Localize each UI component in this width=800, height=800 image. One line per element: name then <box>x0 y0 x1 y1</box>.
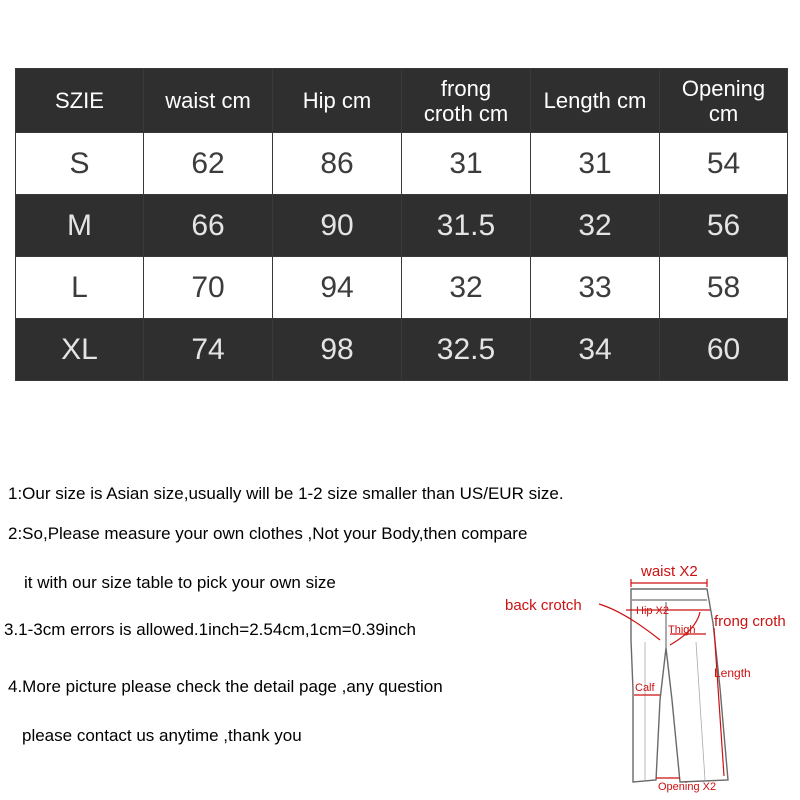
cell-front-crotch: 32 <box>402 257 531 319</box>
cell-size: S <box>16 133 144 195</box>
cell-waist: 70 <box>144 257 273 319</box>
note-contact-us: please contact us anytime ,thank you <box>22 726 302 745</box>
header-opening: Opening cm <box>660 69 788 133</box>
cell-opening: 60 <box>660 319 788 381</box>
cell-front-crotch: 32.5 <box>402 319 531 381</box>
note-errors-allowed: 3.1-3cm errors is allowed.1inch=2.54cm,1cm=0.39inch <box>4 620 416 639</box>
header-size: SZIE <box>16 69 144 133</box>
diagram-label-waist: waist X2 <box>641 563 698 580</box>
diagram-label-front-crotch: frong croth <box>714 613 786 630</box>
cell-hip: 86 <box>273 133 402 195</box>
header-hip: Hip cm <box>273 69 402 133</box>
cell-length: 31 <box>531 133 660 195</box>
header-front-crotch: frong croth cm <box>402 69 531 133</box>
diagram-label-opening: Opening X2 <box>658 781 717 793</box>
cell-hip: 94 <box>273 257 402 319</box>
cell-size: L <box>16 257 144 319</box>
diagram-label-back-crotch: back crotch <box>505 597 582 614</box>
cell-waist: 62 <box>144 133 273 195</box>
cell-size: XL <box>16 319 144 381</box>
cell-length: 34 <box>531 319 660 381</box>
diagram-label-thigh: Thigh <box>668 624 696 636</box>
header-waist: waist cm <box>144 69 273 133</box>
cell-opening: 54 <box>660 133 788 195</box>
cell-length: 32 <box>531 195 660 257</box>
cell-waist: 66 <box>144 195 273 257</box>
note-asian-size: 1:Our size is Asian size,usually will be 1-2 size smaller than US/EUR size. <box>8 484 564 503</box>
cell-hip: 90 <box>273 195 402 257</box>
cell-front-crotch: 31 <box>402 133 531 195</box>
cell-front-crotch: 31.5 <box>402 195 531 257</box>
cell-size: M <box>16 195 144 257</box>
cell-length: 33 <box>531 257 660 319</box>
note-more-pictures: 4.More picture please check the detail page ,any question <box>8 677 443 696</box>
cell-opening: 56 <box>660 195 788 257</box>
header-length: Length cm <box>531 69 660 133</box>
diagram-label-calf: Calf <box>635 682 655 694</box>
cell-waist: 74 <box>144 319 273 381</box>
cell-opening: 58 <box>660 257 788 319</box>
diagram-label-hip: Hip X2 <box>636 605 670 617</box>
note-measure-clothes: 2:So,Please measure your own clothes ,Not your Body,then compare <box>8 524 528 543</box>
note-compare-table: it with our size table to pick your own size <box>24 573 336 592</box>
diagram-label-length: Length <box>714 666 751 680</box>
cell-hip: 98 <box>273 319 402 381</box>
